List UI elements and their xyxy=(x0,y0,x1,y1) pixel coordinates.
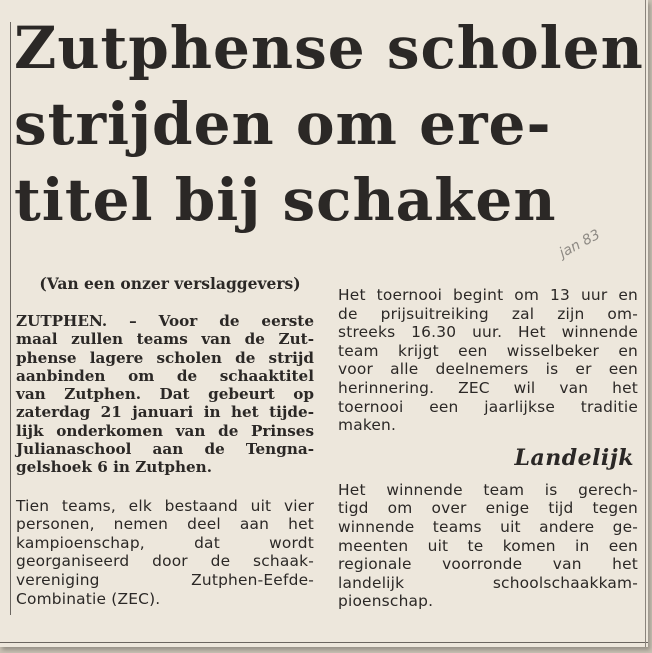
lead-line: lijk onderkomen van de Prinses xyxy=(16,421,314,440)
body-line: personen, nemen deel aan het xyxy=(16,515,314,534)
body-line: meenten uit te komen in een xyxy=(338,536,638,555)
article-column-left xyxy=(16,312,314,608)
headline-line: strijden om ere- xyxy=(14,90,552,158)
body-line: Combinatie (ZEC). xyxy=(16,589,161,608)
lead-line: maal zullen teams van de Zut- xyxy=(16,330,314,349)
body-line: Tien teams, elk bestaand uit vier xyxy=(16,496,314,515)
headline-line: Zutphense scholen xyxy=(14,14,644,82)
headline-line: titel bij schaken xyxy=(14,166,557,234)
headline xyxy=(14,10,644,238)
body-line: maken. xyxy=(338,416,397,435)
body-line: streeks 16.30 uur. Het winnende xyxy=(338,323,638,342)
body-line: georganiseerd door de schaak- xyxy=(16,552,314,571)
byline: (Van een onzer verslaggevers) xyxy=(39,274,301,293)
right-edge-rule xyxy=(645,0,646,647)
handwritten-note: jan 83 xyxy=(556,226,603,262)
body-line: Het toernooi begint om 13 uur en xyxy=(338,286,638,304)
lead-line: gelshoek 6 in Zutphen. xyxy=(16,458,212,477)
lead-line: ZUTPHEN. – Voor de eerste xyxy=(16,312,314,330)
subheading: Landelijk xyxy=(514,444,634,471)
body-line: winnende teams uit andere ge- xyxy=(338,517,638,536)
bottom-rule xyxy=(0,642,648,643)
lead-line: phense lagere scholen de strijd xyxy=(16,348,314,367)
body-line: Het winnende team is gerech- xyxy=(338,480,638,499)
body-line: pioenschap. xyxy=(338,592,434,611)
lead-paragraph xyxy=(16,312,314,477)
body-paragraph xyxy=(16,497,314,609)
lead-line: zaterdag 21 januari in het tijde- xyxy=(16,403,314,422)
left-column-rule xyxy=(10,22,11,615)
body-line: landelijk schoolschaakkam- xyxy=(338,573,638,592)
body-paragraph xyxy=(338,286,638,435)
body-line: voor alle deelnemers is er een xyxy=(338,360,638,379)
body-line: team krijgt een wisselbeker en xyxy=(338,341,638,360)
body-line: de prijsuitreiking zal zijn om- xyxy=(338,304,638,323)
body-line: vereniging Zutphen-Eefde- xyxy=(16,571,314,590)
body-line: tigd om over enige tijd tegen xyxy=(338,499,638,518)
lead-line: Julianaschool aan de Tengna- xyxy=(16,440,314,459)
lead-line: van Zutphen. Dat gebeurt op xyxy=(16,385,314,404)
body-line: herinnering. ZEC wil van het xyxy=(338,378,638,397)
body-line: kampioenschap, dat wordt xyxy=(16,533,314,552)
article-column-right xyxy=(338,286,638,611)
body-paragraph xyxy=(338,481,638,611)
lead-line: aanbinden om de schaaktitel xyxy=(16,366,314,385)
body-line: toernooi een jaarlijkse traditie xyxy=(338,397,638,416)
body-line: regionale voorronde van het xyxy=(338,555,638,574)
